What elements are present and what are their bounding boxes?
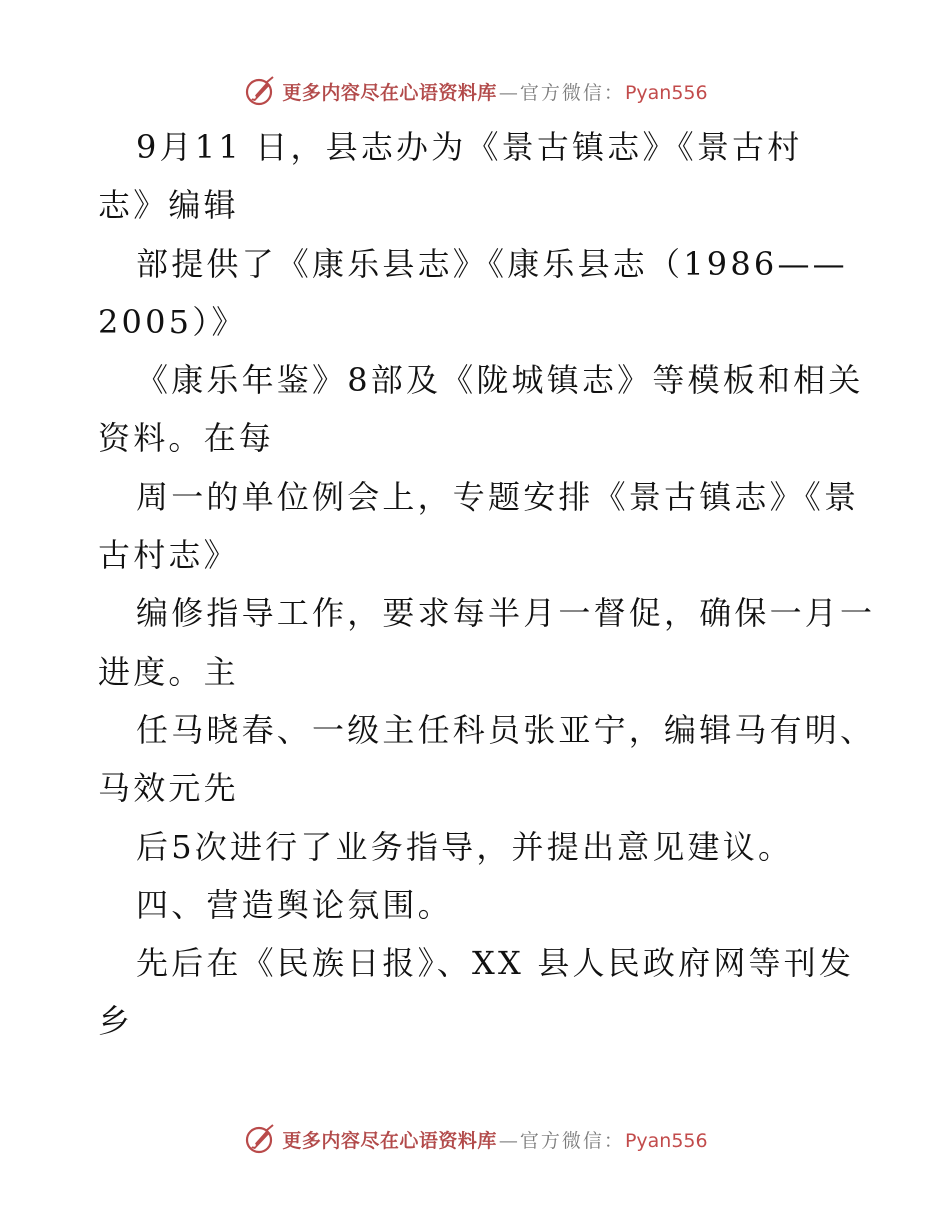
body-text-line: 周一的单位例会上，专题安排《景古镇志》《景 xyxy=(136,477,860,516)
footer-wechat-label: 官方微信： xyxy=(519,1129,625,1152)
footer-banner-text xyxy=(282,1126,707,1153)
footer-watermark xyxy=(0,1114,950,1164)
footer-promo-text: 更多内容尽在心语资料库 xyxy=(282,1129,497,1152)
header-promo-text: 更多内容尽在心语资料库 xyxy=(282,81,497,104)
body-text-line: 任马晓春、一级主任科员张亚宁，编辑马有明、 xyxy=(136,710,876,749)
footer-wechat-id: Pyan556 xyxy=(624,1129,708,1152)
header-separator: — xyxy=(498,81,518,104)
body-text-line: 先后在《民族日报》、XX 县人民政府网等刊发 xyxy=(136,944,855,983)
body-text-line: 资料。在每 xyxy=(98,419,275,458)
header-wechat-label: 官方微信： xyxy=(519,81,625,104)
header-watermark xyxy=(0,66,950,116)
body-text-line: 古村志》 xyxy=(98,536,239,575)
quill-pen-logo-icon xyxy=(242,1122,276,1156)
body-text-line: 马效元先 xyxy=(98,769,239,808)
header-wechat-id: Pyan556 xyxy=(624,81,708,104)
body-text-line: 部提供了《康乐县志》《康乐县志（1986—— xyxy=(136,244,848,283)
header-banner-text xyxy=(282,78,707,105)
body-text-line: 进度。主 xyxy=(98,652,239,691)
body-text-line: 志》编辑 xyxy=(98,186,239,225)
body-text-line: 后5次进行了业务指导，并提出意见建议。 xyxy=(136,827,794,866)
body-text-line: 《康乐年鉴》8部及《陇城镇志》等模板和相关 xyxy=(136,361,864,400)
quill-pen-logo-icon xyxy=(242,74,276,108)
body-text-line: 9月11 日，县志办为《景古镇志》《景古村 xyxy=(136,128,803,166)
document-body xyxy=(98,118,876,1051)
footer-separator: — xyxy=(498,1129,518,1152)
body-text-line: 2005）》 xyxy=(98,302,247,341)
body-text-line: 四、营造舆论氛围。 xyxy=(136,885,453,924)
body-text-line: 乡 xyxy=(98,1002,134,1041)
body-text-line: 编修指导工作，要求每半月一督促，确保一月一 xyxy=(136,594,876,633)
